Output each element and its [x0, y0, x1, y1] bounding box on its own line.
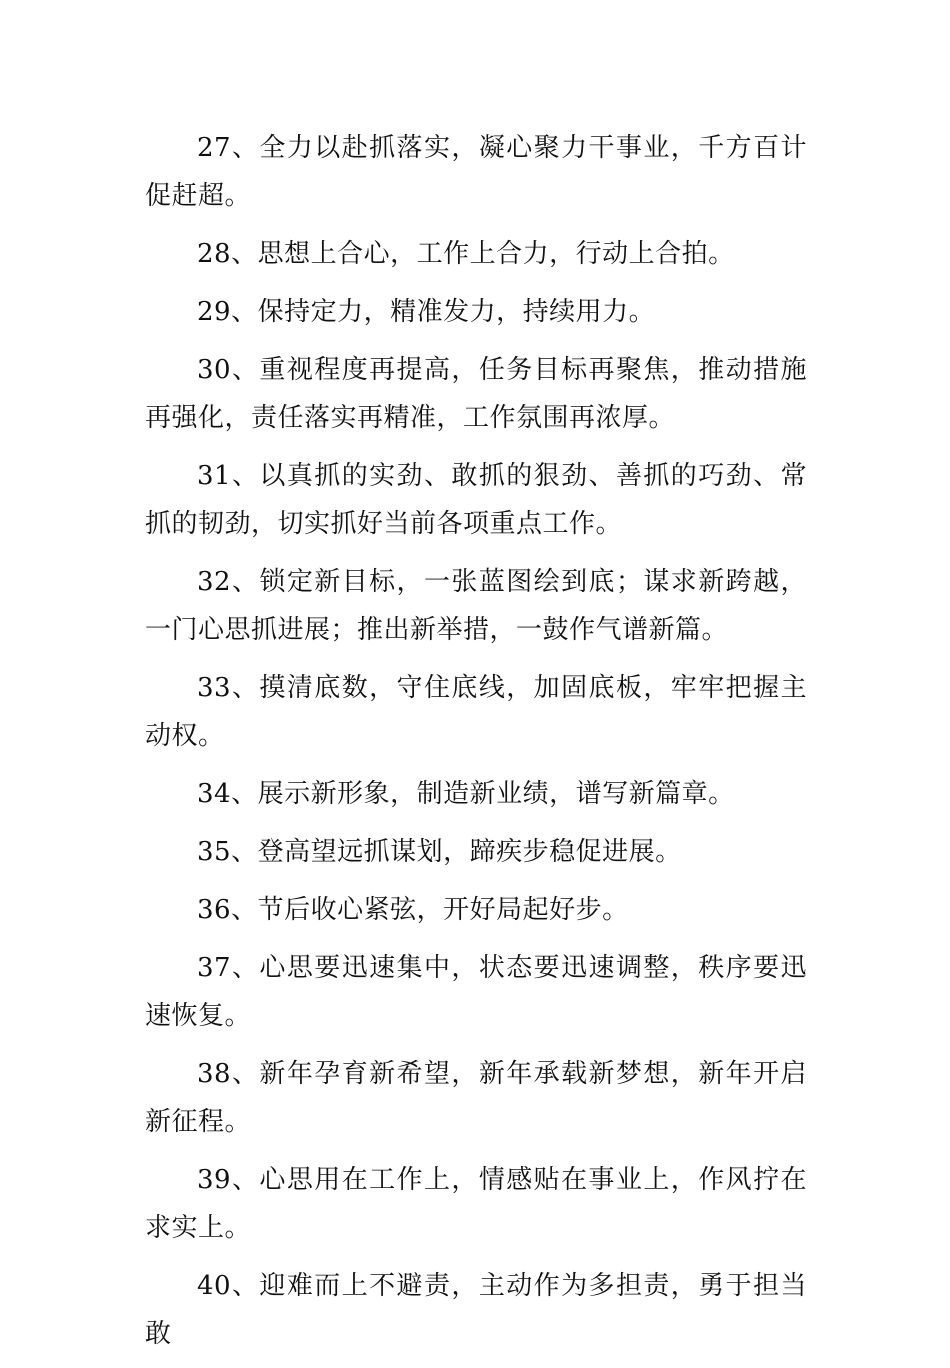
- paragraph-28: 28、思想上合心，工作上合力，行动上合拍。: [197, 239, 735, 269]
- document-body: [145, 124, 807, 1368]
- paragraph-38: 38、新年孕育新希望，新年承载新梦想，新年开启新征程。: [145, 1059, 807, 1137]
- paragraph-40: 40、迎难而上不避责，主动作为多担责，勇于担当敢: [145, 1271, 807, 1349]
- paragraph-33: 33、摸清底数，守住底线，加固底板，牢牢把握主动权。: [145, 673, 807, 751]
- paragraph-29: 29、保持定力，精准发力，持续用力。: [197, 297, 656, 327]
- paragraph-31: 31、以真抓的实劲、敢抓的狠劲、善抓的巧劲、常抓的韧劲，切实抓好当前各项重点工作。: [145, 461, 807, 539]
- paragraph-36: 36、节后收心紧弦，开好局起好步。: [197, 895, 629, 925]
- paragraph-27: 27、全力以赴抓落实，凝心聚力干事业，千方百计促赶超。: [145, 133, 807, 211]
- paragraph-35: 35、登高望远抓谋划，蹄疾步稳促进展。: [197, 837, 682, 867]
- paragraph-32: 32、锁定新目标，一张蓝图绘到底；谋求新跨越，一门心思抓进展；推出新举措，一鼓作气谱新篇。: [145, 567, 807, 645]
- paragraph-34: 34、展示新形象，制造新业绩，谱写新篇章。: [197, 779, 735, 809]
- paragraph-37: 37、心思要迅速集中，状态要迅速调整，秩序要迅速恢复。: [145, 953, 807, 1031]
- paragraph-30: 30、重视程度再提高，任务目标再聚焦，推动措施再强化，责任落实再精准，工作氛围再浓厚。: [145, 355, 807, 433]
- paragraph-39: 39、心思用在工作上，情感贴在事业上，作风拧在求实上。: [145, 1165, 807, 1243]
